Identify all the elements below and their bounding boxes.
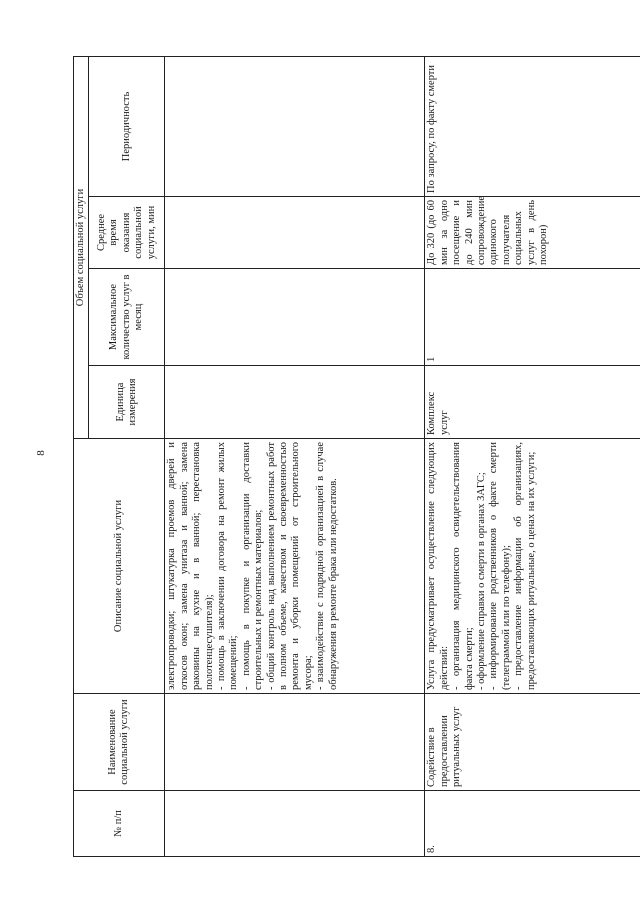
row-unit xyxy=(165,366,425,439)
table-row xyxy=(425,56,640,856)
services-table xyxy=(73,56,640,857)
row-name: Содействие в предоставлении ритуальных услуг xyxy=(425,694,640,791)
page-number: 8 xyxy=(34,450,47,456)
header-row-1 xyxy=(74,56,89,856)
header-volume: Объем социальной услуги xyxy=(74,56,89,438)
row-period: По запросу, по факту смерти xyxy=(425,56,640,196)
header-num: № п/п xyxy=(74,791,165,857)
header-name: Наименование социальной услуги xyxy=(74,694,165,791)
row-time: До 320 (до 60 мин за одно посещение и до 240 мин сопровождение одинокого получателя социальных услуг в день похорон) xyxy=(425,197,640,269)
row-desc: электропроводки; штукатурка проемов дверей и откосов окон; замена унитаза и ванной; замена раковины на кухне и в ванной; перестановка полотенцесушителя); - помощь в заключении договора на ремонт жилых помещений; - помощь в покупке и организации доставки строительных и ремонтных материалов; - общий контроль над выполнением ремонтных работ в полном объеме, качеством и своевременностью ремонта и уборки помещений от строительного мусора; - взаимодействие с подрядной организацией в случае обнаружения в ремонте брака или недостатков. xyxy=(165,439,425,694)
rotated-table-sheet xyxy=(73,57,550,857)
header-desc: Описание социальной услуги xyxy=(74,439,165,694)
row-time xyxy=(165,197,425,269)
row-name xyxy=(165,694,425,791)
header-time: Среднее время оказания социальной услуги, мин xyxy=(89,197,165,269)
table-row xyxy=(165,56,425,856)
row-num xyxy=(165,791,425,857)
header-period: Периодичность xyxy=(89,56,165,196)
row-max: 1 xyxy=(425,269,640,366)
row-unit: Комплекс услуг xyxy=(425,366,640,439)
header-unit: Единица измерения xyxy=(89,366,165,439)
row-num: 8. xyxy=(425,791,640,857)
row-max xyxy=(165,269,425,366)
header-max: Максимальное количество услуг в месяц xyxy=(89,269,165,366)
row-desc: Услуга предусматривает осуществление следующих действий: - организация медицинского освидетельствования факта смерти; - оформление справки о смерти в органах ЗАГС; - информирование родственников о факте смерти (телеграммой или по телефону); - предоставление информации об организациях, предоставляющих ритуальные, о ценах на их услуги; xyxy=(425,439,640,694)
row-period xyxy=(165,56,425,196)
